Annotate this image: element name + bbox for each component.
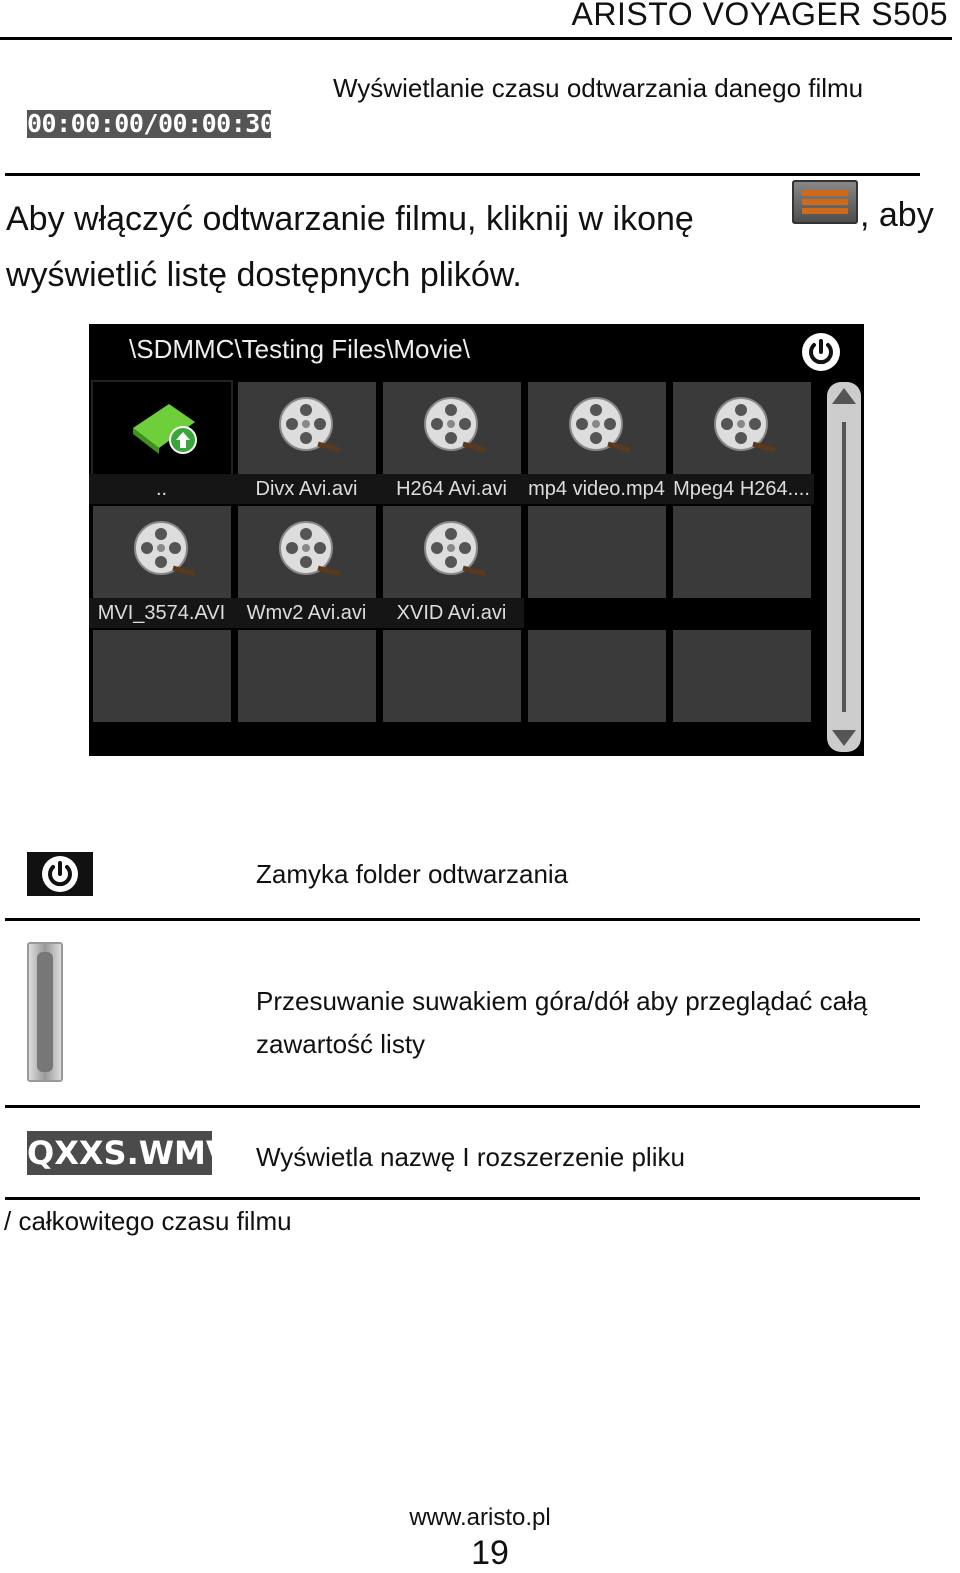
file-label: mp4 video.mp4 (524, 474, 669, 504)
intro-line-2: wyświetlić listę dostępnych plików. (6, 256, 522, 294)
intro-line-1-suffix: , aby (860, 196, 934, 234)
empty-tile (238, 630, 376, 722)
file-browser-screen (89, 324, 864, 756)
file-label: H264 Avi.avi (379, 474, 524, 504)
file-tile[interactable] (673, 382, 811, 474)
file-tile[interactable] (383, 382, 521, 474)
document-title: ARISTO VOYAGER S505 (571, 0, 948, 32)
filename-description: Wyświetla nazwę I rozszerzenie pliku (256, 1142, 685, 1172)
divider (5, 918, 920, 921)
header-rule (0, 37, 952, 40)
time-description-continued: / całkowitego czasu filmu (4, 1206, 292, 1236)
file-label: MVI_3574.AVI (89, 598, 234, 628)
file-tile[interactable] (238, 382, 376, 474)
film-reel-icon (709, 392, 779, 458)
slider-description-line-2: zawartość listy (256, 1029, 426, 1059)
page-number: 19 (471, 1534, 509, 1572)
time-description: Wyświetlanie czasu odtwarzania danego filmu (333, 73, 864, 103)
file-label: .. (89, 474, 234, 504)
film-reel-icon (419, 516, 489, 582)
empty-tile (383, 630, 521, 722)
divider (5, 1105, 920, 1108)
divider (5, 173, 920, 176)
film-reel-icon (129, 516, 199, 582)
film-reel-icon (564, 392, 634, 458)
empty-tile (673, 630, 811, 722)
time-display: 00:00:00/00:00:30 (27, 109, 275, 138)
file-label: Mpeg4 H264.... (669, 474, 814, 504)
file-label: Divx Avi.avi (234, 474, 379, 504)
film-reel-icon (274, 516, 344, 582)
file-tile[interactable] (238, 506, 376, 598)
file-tile[interactable] (528, 382, 666, 474)
file-label: XVID Avi.avi (379, 598, 524, 628)
scroll-track[interactable] (842, 422, 846, 712)
power-description: Zamyka folder odtwarzania (256, 859, 569, 889)
footer-url: www.aristo.pl (409, 1504, 551, 1531)
empty-tile (93, 630, 231, 722)
file-tile[interactable] (383, 506, 521, 598)
power-icon (27, 852, 93, 896)
empty-tile (528, 630, 666, 722)
file-label: Wmv2 Avi.avi (234, 598, 379, 628)
scroll-down-icon[interactable] (832, 730, 856, 746)
film-reel-icon (419, 392, 489, 458)
slider-icon (27, 942, 63, 1082)
empty-tile (673, 506, 811, 598)
file-tile[interactable] (93, 506, 231, 598)
folder-up-icon (129, 392, 199, 458)
scroll-up-icon[interactable] (832, 388, 856, 404)
scrollbar[interactable] (827, 382, 861, 752)
film-reel-icon (274, 392, 344, 458)
empty-tile (528, 506, 666, 598)
divider (5, 1197, 920, 1200)
list-icon (792, 180, 858, 224)
filename-example: QXXS.WMV (27, 1131, 212, 1175)
file-tile[interactable] (93, 382, 231, 474)
power-icon[interactable] (801, 332, 841, 372)
intro-line-1: Aby włączyć odtwarzanie filmu, kliknij w ikonę (6, 200, 694, 238)
folder-path: \SDMMC\Testing Files\Movie\ (129, 334, 470, 364)
slider-description-line-1: Przesuwanie suwakiem góra/dół aby przeglądać całą (256, 986, 868, 1016)
